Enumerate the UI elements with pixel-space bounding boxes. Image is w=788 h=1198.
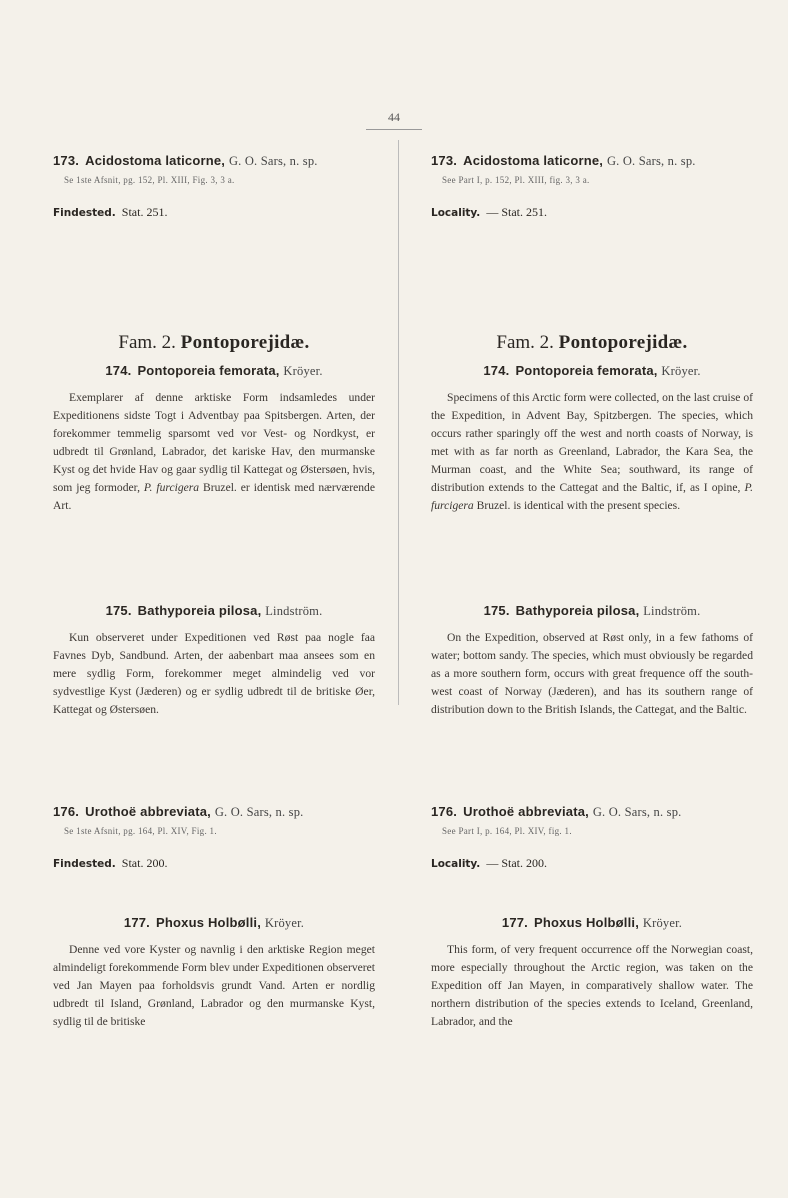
entry-number: 175. — [105, 603, 132, 618]
family-section — [53, 332, 375, 515]
locality-label: Findested. — [53, 207, 116, 219]
species-name: Bathyporeia pilosa, — [137, 603, 262, 618]
entry-paragraph: Specimens of this Arctic form were collected, on the last cruise of the Expedition, in Advent Bay, Spitzbergen. The species, which occurs rather sparingly off the west and north coasts of Norway, is met with as far north as Greenland, Labrador, the Kara Sea, the Murman coast, and the White Sea; southward, its range of distribution extends to the Cattegat and the Baltic, if, as I opine, P. furcigera Bruzel. is identical with the present species. — [431, 391, 753, 512]
species-author: Kröyer. — [661, 364, 701, 378]
species-author: G. O. Sars, n. sp. — [592, 805, 682, 819]
species-name: Acidostoma laticorne, — [85, 153, 226, 168]
reference: See Part I, p. 164, Pl. XIV, fig. 1. — [442, 826, 572, 836]
species-name: Phoxus Holbølli, — [156, 915, 262, 930]
entry-175 — [431, 603, 753, 719]
species-name: Acidostoma laticorne, — [463, 153, 604, 168]
entry-heading — [431, 153, 753, 169]
locality — [53, 856, 375, 871]
species-name: Pontoporeia femorata, — [515, 363, 658, 378]
locality — [431, 205, 753, 220]
locality-value: — Stat. 251. — [486, 205, 547, 219]
entry-paragraph: Exemplarer af denne arktiske Form indsamledes under Expeditionens sidste Togt i Adventbay paa Spitsbergen. Arten, der forekommer temmelig sparsomt ved vor Vest- og Nordkyst, er udbredt til Grønland, Labrador, det kariske Hav, den murmanske Kyst og det hvide Hav og gaar sydlig til Kattegat og Østersøen, hvis, som jeg formoder, P. furcigera Bruzel. er identisk med nærværende Art. — [53, 391, 375, 512]
species-author: Lindström. — [265, 604, 323, 618]
species-name: Phoxus Holbølli, — [534, 915, 640, 930]
family-label: Fam. 2. — [496, 332, 554, 353]
entry-number: 174. — [105, 363, 132, 378]
family-heading — [431, 332, 753, 354]
locality-value: Stat. 251. — [121, 205, 168, 219]
entry-number: 173. — [431, 153, 458, 168]
entry-176 — [53, 804, 375, 871]
locality-label: Locality. — [431, 858, 481, 870]
entry-heading — [53, 363, 375, 379]
species-italic: P. furcigera — [143, 481, 200, 494]
family-label: Fam. 2. — [118, 332, 176, 353]
species-name: Urothoë abbreviata, — [85, 804, 211, 819]
family-heading — [53, 332, 375, 354]
locality-value: — Stat. 200. — [486, 856, 547, 870]
entry-176 — [431, 804, 753, 871]
entry-paragraph: Denne ved vore Kyster og navnlig i den arktiske Region meget almindeligt forekommende Form blev under Expeditionen observeret ved Jan Mayen paa forholdsvis grundt Vand. Arten er nordlig udbredt til Island, Grønland, Labrador og den murmanske Kyst, sydlig til de britiske — [53, 943, 375, 1028]
reference: See Part I, p. 152, Pl. XIII, fig. 3, 3 a. — [442, 175, 590, 185]
entry-heading — [431, 915, 753, 931]
reference: Se 1ste Afsnit, pg. 152, Pl. XIII, Fig. 3, 3 a. — [64, 175, 235, 185]
family-name: Pontoporejidæ. — [558, 332, 688, 353]
species-author: G. O. Sars, n. sp. — [214, 805, 304, 819]
entry-heading — [53, 915, 375, 931]
entry-paragraph: This form, of very frequent occurrence off the Norwegian coast, more especially throughout the Arctic region, was taken on the Expedition off Jan Mayen, in comparatively shallow water. The northern distribution of the species extends to Iceland, Greenland, Labrador, and the — [431, 943, 753, 1028]
species-author: Kröyer. — [283, 364, 323, 378]
locality-label: Locality. — [431, 207, 481, 219]
locality — [53, 205, 375, 220]
entry-number: 177. — [123, 915, 150, 930]
species-author: Lindström. — [643, 604, 701, 618]
entry-heading — [431, 363, 753, 379]
entry-heading — [53, 153, 375, 169]
entry-number: 173. — [53, 153, 80, 168]
family-section — [431, 332, 753, 515]
species-author: G. O. Sars, n. sp. — [228, 154, 318, 168]
species-author: Kröyer. — [642, 916, 683, 930]
species-name: Urothoë abbreviata, — [463, 804, 589, 819]
entry-heading — [431, 603, 753, 619]
entry-number: 176. — [53, 804, 80, 819]
reference: Se 1ste Afsnit, pg. 164, Pl. XIV, Fig. 1. — [64, 826, 217, 836]
entry-paragraph: On the Expedition, observed at Røst only, in a few fathoms of water; bottom sandy. The species, which must obviously be regarded as a more southern form, occurs with great frequence off the south-west coast of Norway (Jæderen), and has its southern range of distribution down to the British Islands, the Cattegat, and the Baltic. — [431, 631, 753, 716]
entry-heading — [431, 804, 753, 820]
locality-label: Findested. — [53, 858, 116, 870]
entry-175 — [53, 603, 375, 719]
species-name: Bathyporeia pilosa, — [515, 603, 640, 618]
entry-173 — [53, 153, 375, 220]
column-divider — [398, 140, 399, 705]
entry-paragraph: Kun observeret under Expeditionen ved Røst paa nogle faa Favnes Dyb, Sandbund. Arten, der aabenbart maa ansees som en mere sydlig Form, forekommer meget almindelig ved vor sydvestlige Kyst (Jæderen) og er sydlig udbredt til de britiske Øer, Kattegat og Østersøen. — [53, 631, 375, 716]
page-number: 44 — [388, 110, 400, 124]
entry-heading — [53, 804, 375, 820]
entry-number: 176. — [431, 804, 458, 819]
entry-177 — [53, 915, 375, 1031]
entry-number: 175. — [483, 603, 510, 618]
species-name: Pontoporeia femorata, — [137, 363, 280, 378]
family-name: Pontoporejidæ. — [180, 332, 310, 353]
entry-number: 174. — [483, 363, 510, 378]
entry-173 — [431, 153, 753, 220]
species-italic: P. furcigera — [431, 481, 753, 512]
species-author: Kröyer. — [264, 916, 305, 930]
species-author: G. O. Sars, n. sp. — [606, 154, 696, 168]
entry-177 — [431, 915, 753, 1031]
locality — [431, 856, 753, 871]
locality-value: Stat. 200. — [121, 856, 168, 870]
header-rule — [366, 129, 422, 130]
entry-heading — [53, 603, 375, 619]
entry-number: 177. — [501, 915, 528, 930]
